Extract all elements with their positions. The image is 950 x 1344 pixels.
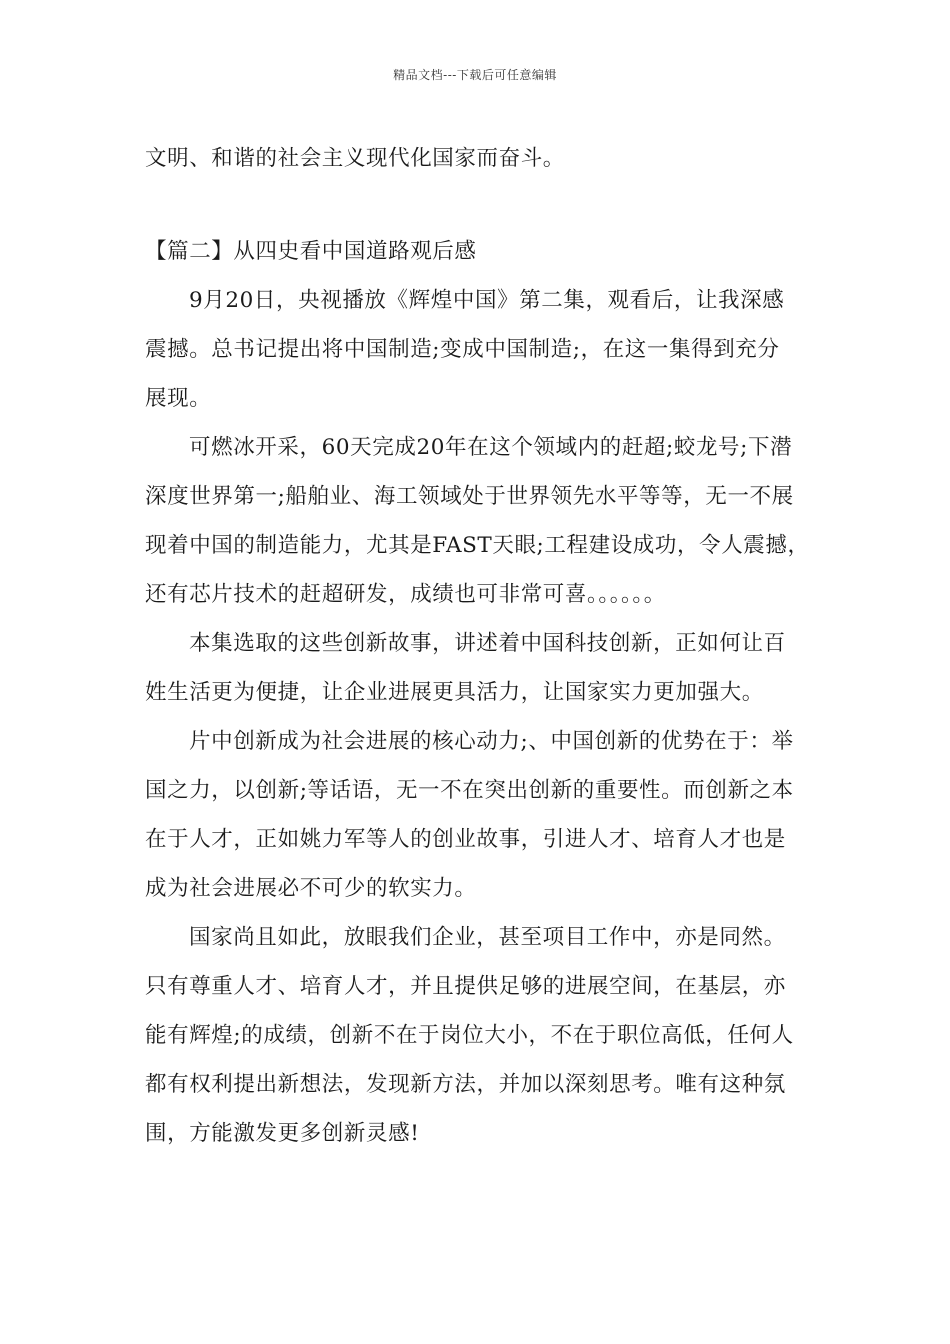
paragraph-2 xyxy=(145,423,825,619)
paragraph-line: 片中创新成为社会进展的核心动力;、中国创新的优势在于：举 xyxy=(189,729,794,754)
paragraph-line: 都有权利提出新想法，发现新方法，并加以深刻思考。唯有这种氛 xyxy=(145,1072,786,1097)
lead-line: 文明、和谐的社会主义现代化国家而奋斗。 xyxy=(145,146,565,171)
paragraph-line: 国之力，以创新;等话语，无一不在突出创新的重要性。而创新之本 xyxy=(145,778,794,803)
paragraph-line: 在于人才，正如姚力军等人的创业故事，引进人才、培育人才也是 xyxy=(145,827,786,852)
paragraph-line: 成为社会进展必不可少的软实力。 xyxy=(145,876,477,901)
paragraph-line: 震撼。总书记提出将中国制造;变成中国制造;，在这一集得到充分 xyxy=(145,337,780,362)
paragraph-line: 可燃冰开采，60天完成20年在这个领域内的赶超;蛟龙号;下潜 xyxy=(189,435,793,460)
paragraph-3 xyxy=(145,619,825,717)
document-body xyxy=(145,134,825,1158)
paragraph-line: 还有芯片技术的赶超研发，成绩也可非常可喜。。。。。。 xyxy=(145,582,666,607)
paragraph-line: 只有尊重人才、培育人才，并且提供足够的进展空间，在基层，亦 xyxy=(145,974,786,999)
section-title: 【篇二】从四史看中国道路观后感 xyxy=(145,239,477,264)
paragraph-line: 能有辉煌;的成绩，创新不在于岗位大小，不在于职位高低，任何人 xyxy=(145,1023,794,1048)
paragraph-5 xyxy=(145,913,825,1158)
paragraph-line: 深度世界第一;船舶业、海工领域处于世界领先水平等等，无一不展 xyxy=(145,484,794,509)
paragraph-line: 本集选取的这些创新故事，讲述着中国科技创新，正如何让百 xyxy=(189,631,786,656)
paragraph-line: 围，方能激发更多创新灵感! xyxy=(145,1121,420,1146)
paragraph-line: 展现。 xyxy=(145,386,212,411)
paragraph-line: 现着中国的制造能力，尤其是FAST天眼;工程建设成功，令人震撼， xyxy=(145,533,810,558)
page-header: 精品文档---下载后可任意编辑 xyxy=(393,68,557,82)
paragraph-4 xyxy=(145,717,825,913)
paragraph-line: 国家尚且如此，放眼我们企业，甚至项目工作中，亦是同然。 xyxy=(189,925,786,950)
paragraph-line: 9月20日，央视播放《辉煌中国》第二集，观看后，让我深感 xyxy=(189,288,785,313)
paragraph-line: 姓生活更为便捷，让企业进展更具活力，让国家实力更加强大。 xyxy=(145,680,764,705)
paragraph-1 xyxy=(145,276,825,423)
